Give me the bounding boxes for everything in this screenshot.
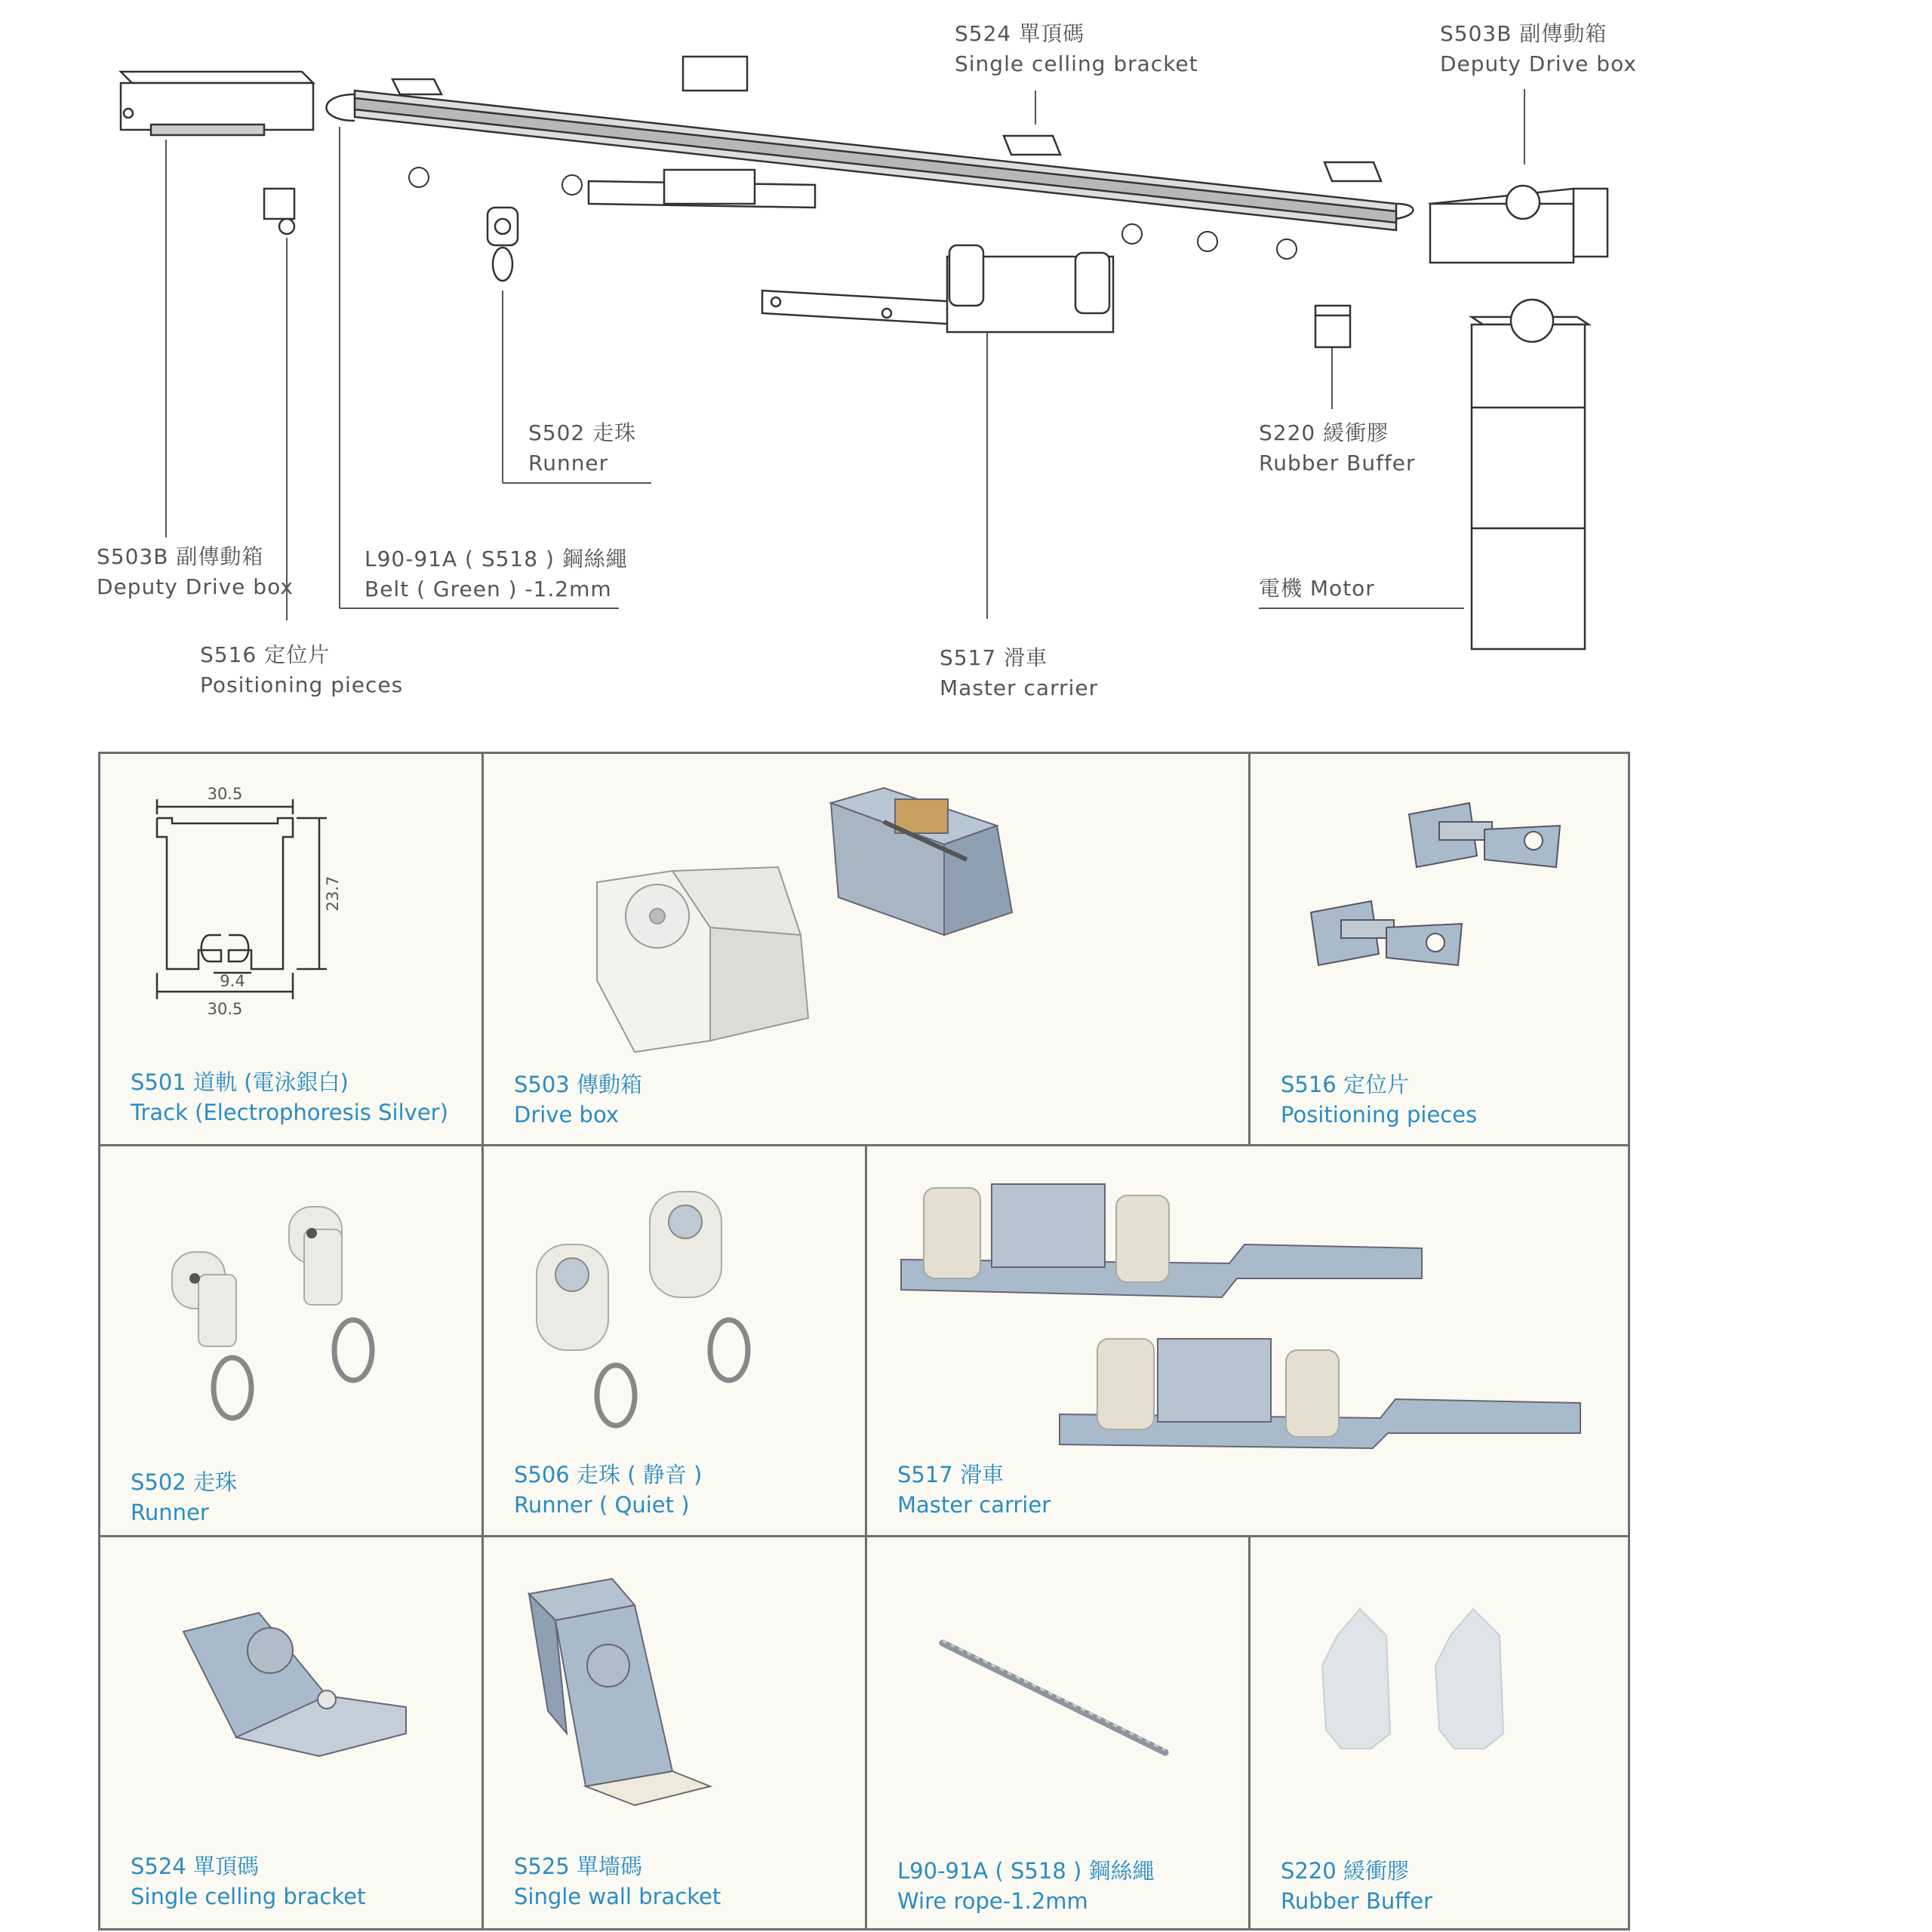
wire-rope-photo [867, 1537, 1248, 1854]
callout-deputy-drive-box-right: S503B 副傳動箱 Deputy Drive box [1440, 21, 1637, 76]
positioning-pieces-photo [1251, 754, 1628, 1071]
runner-drawing [488, 208, 518, 281]
part-cell-wire-rope [867, 1537, 1251, 1930]
callout-belt: L90-91A ( S518 ) 鋼絲繩 Belt ( Green ) -1.2mm [365, 546, 628, 601]
part-cell-drive-box [484, 754, 1251, 1146]
track-width-bottom-label: 30.5 [207, 1000, 243, 1018]
part-cell-track [100, 754, 484, 1146]
single-celling-bracket-photo [100, 1537, 481, 1854]
runner-quiet-photo [484, 1146, 865, 1463]
part-caption-master-carrier: S517 滑車 Master carrier [897, 1462, 1051, 1518]
callout-rubber-buffer: S220 緩衝膠 Rubber Buffer [1259, 420, 1416, 475]
part-caption-positioning-pieces: S516 定位片 Positioning pieces [1281, 1072, 1478, 1128]
part-caption-rubber-buffer: S220 緩衝膠 Rubber Buffer [1281, 1858, 1433, 1914]
rail-carrier-drawing [589, 170, 815, 208]
parts-grid [98, 752, 1630, 1930]
part-caption-single-celling-bracket: S524 單頂碼 Single celling bracket [131, 1854, 366, 1909]
part-caption-single-wall-bracket: S525 單墻碼 Single wall bracket [514, 1854, 721, 1909]
positioning-piece-drawing [264, 189, 294, 234]
part-caption-runner-quiet: S506 走珠 ( 静音 ) Runner ( Quiet ) [514, 1462, 703, 1518]
rubber-buffer-drawing [1315, 306, 1350, 347]
callout-single-celling-bracket: S524 單頂碼 Single celling bracket [955, 21, 1198, 76]
part-caption-runner: S502 走珠 Runner [131, 1469, 237, 1525]
callout-master-carrier: S517 滑車 Master carrier [940, 645, 1099, 700]
runner-photo [100, 1146, 481, 1463]
part-caption-track: S501 道軌 (電泳銀白) Track (Electrophoresis Silver) [131, 1069, 448, 1125]
rubber-buffer-photo [1251, 1537, 1628, 1854]
track-height-label: 23.7 [324, 875, 342, 912]
part-cell-runner-quiet [484, 1146, 867, 1537]
part-caption-wire-rope: L90-91A ( S518 ) 鋼絲繩 Wire rope-1.2mm [897, 1858, 1155, 1914]
assembly-drawing [0, 0, 1932, 732]
exploded-diagram [0, 0, 1932, 732]
track-gap-label: 9.4 [220, 972, 245, 990]
track-width-top-label: 30.5 [207, 785, 243, 803]
callout-motor: 電機 Motor [1259, 576, 1375, 601]
part-caption-drive-box: S503 傳動箱 Drive box [514, 1072, 642, 1128]
part-cell-single-wall-bracket [484, 1537, 867, 1930]
single-wall-bracket-photo [484, 1537, 865, 1854]
part-cell-runner [100, 1146, 484, 1537]
callout-runner: S502 走珠 Runner [528, 420, 637, 475]
deputy-drive-box-right-drawing [1430, 186, 1607, 263]
part-cell-rubber-buffer [1251, 1537, 1630, 1930]
motor-drawing [1472, 300, 1589, 649]
part-cell-single-celling-bracket [100, 1537, 484, 1930]
master-carrier-drawing [762, 245, 1113, 332]
master-carrier-photo [867, 1146, 1630, 1463]
drive-box-photo [484, 754, 1248, 1071]
deputy-drive-box-left-drawing [121, 72, 313, 135]
part-cell-positioning-pieces [1251, 754, 1630, 1146]
callout-deputy-drive-box-left: S503B 副傳動箱 Deputy Drive box [97, 544, 294, 599]
callout-positioning-pieces: S516 定位片 Positioning pieces [200, 642, 404, 697]
part-cell-master-carrier [867, 1146, 1630, 1537]
track-profile-drawing [100, 754, 481, 1071]
